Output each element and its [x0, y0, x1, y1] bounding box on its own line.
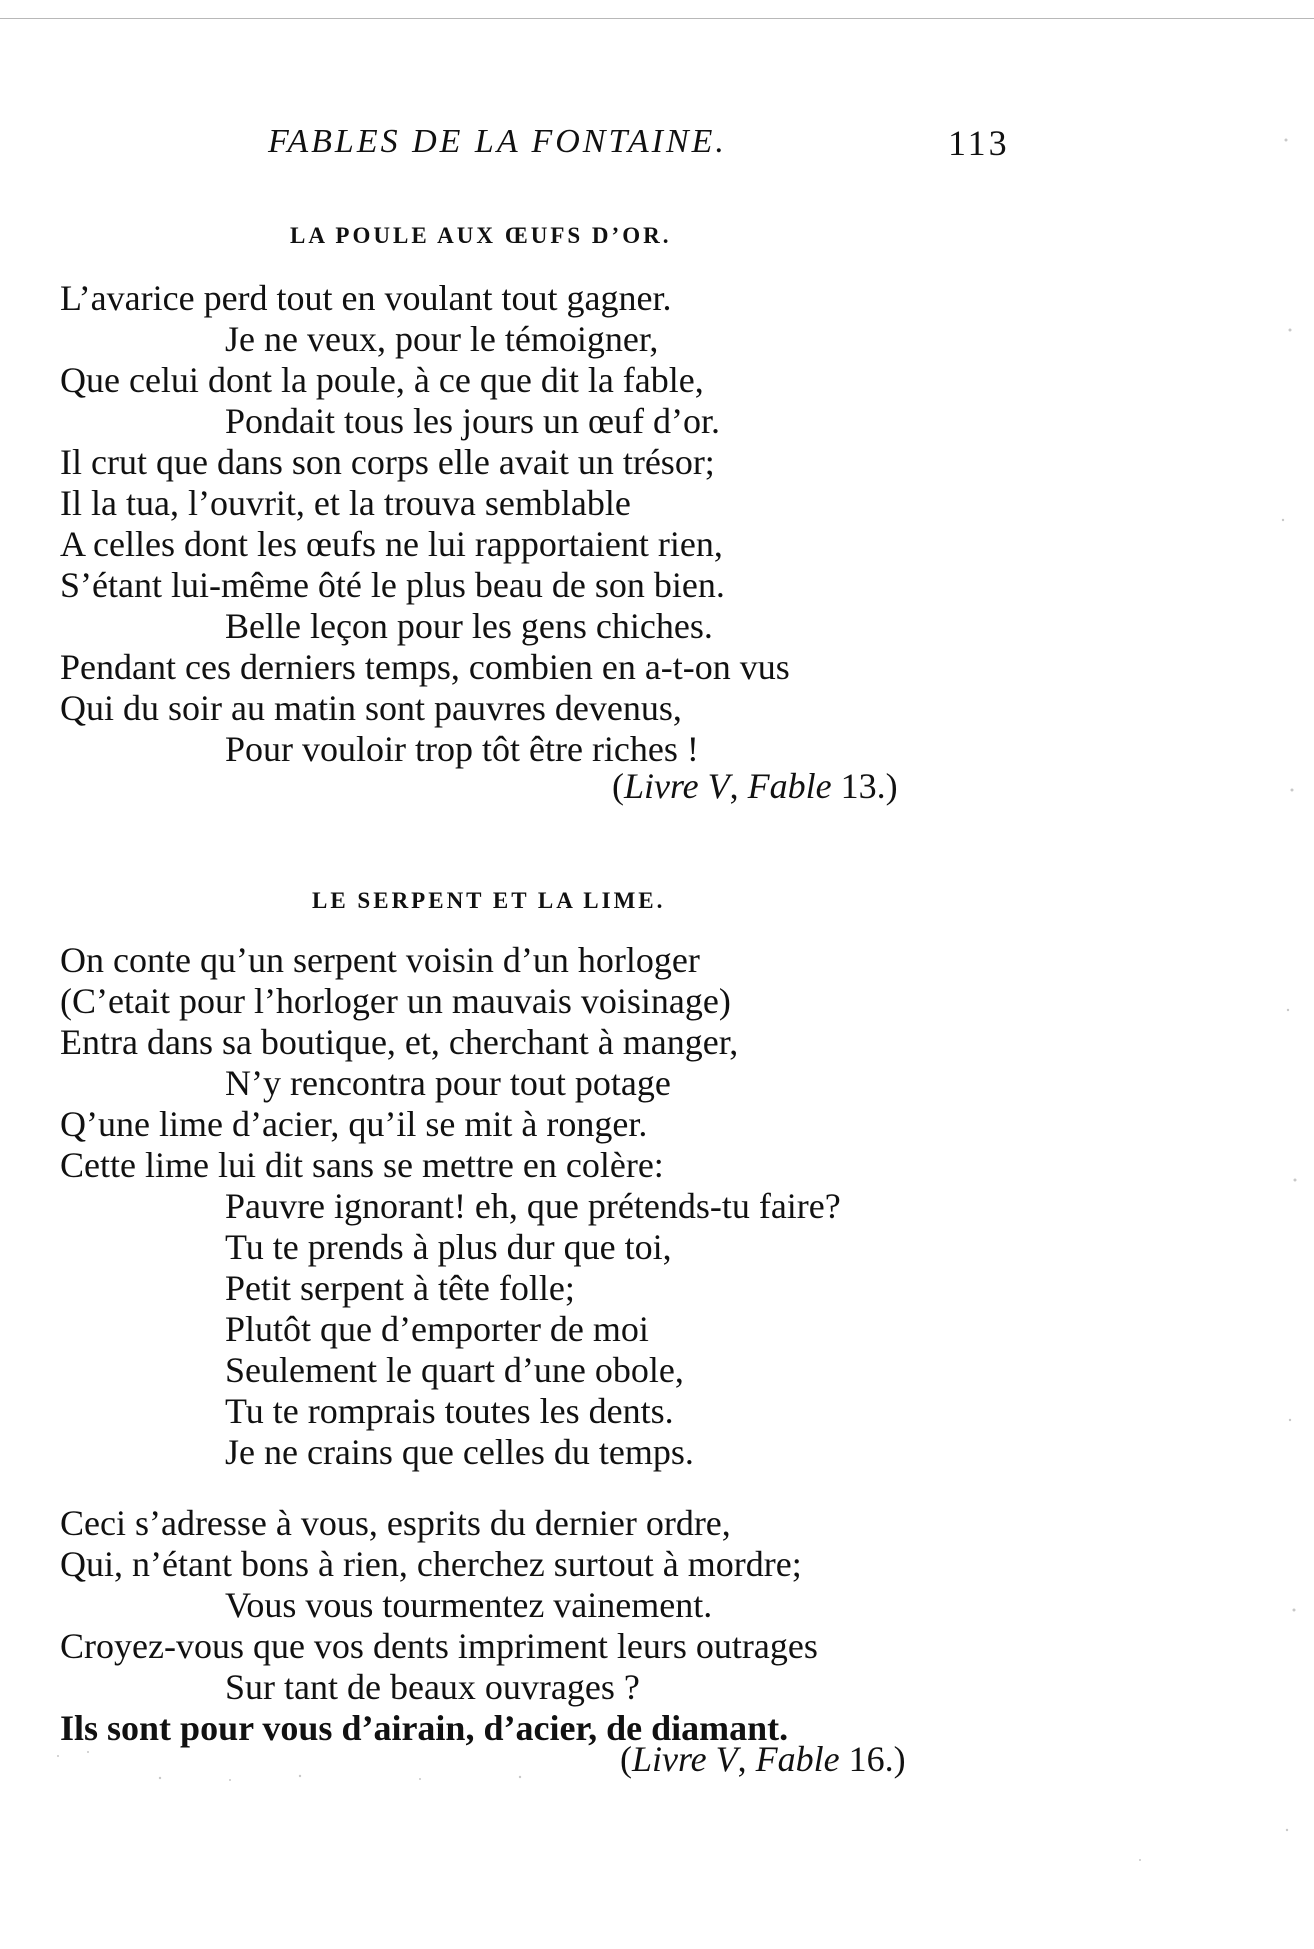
verse-line: Vous vous tourmentez vainement.: [225, 1585, 713, 1625]
citation-separator: ,: [729, 766, 748, 806]
page-number: 113: [948, 123, 1010, 163]
verse-line: Je ne crains que celles du temps.: [225, 1432, 694, 1472]
verse-line: Que celui dont la poule, à ce que dit la fable,: [60, 360, 704, 400]
verse-line: Pendant ces derniers temps, combien en a-t-on vus: [60, 647, 790, 687]
verse-line: Belle leçon pour les gens chiches.: [225, 606, 713, 646]
verse-line: Q’une lime d’acier, qu’il se mit à ronger.: [60, 1104, 648, 1144]
fable-verse: [60, 278, 790, 770]
citation-fable: Fable: [755, 1739, 840, 1779]
citation-livre: Livre V: [624, 766, 730, 806]
citation-fable: Fable: [747, 766, 832, 806]
verse-line: Pauvre ignorant! eh, que prétends-tu faire?: [225, 1186, 841, 1226]
fable-title: LA POULE AUX ŒUFS D’OR.: [290, 223, 672, 248]
verse-line: A celles dont les œufs ne lui rapportaient rien,: [60, 524, 723, 564]
verse-line: Qui du soir au matin sont pauvres devenus,: [60, 688, 682, 728]
verse-line: Qui, n’étant bons à rien, cherchez surtout à mordre;: [60, 1544, 802, 1584]
verse-line: Ils sont pour vous d’airain, d’acier, de diamant.: [60, 1708, 789, 1748]
verse-line: Il crut que dans son corps elle avait un trésor;: [60, 442, 715, 482]
verse-line: Pour vouloir trop tôt être riches !: [225, 729, 699, 769]
verse-line: Sur tant de beaux ouvrages ?: [225, 1667, 640, 1707]
fable-moral: [60, 1503, 818, 1749]
fable-verse: [60, 940, 841, 1473]
fable-citation: [620, 1738, 906, 1780]
fable-title: LE SERPENT ET LA LIME.: [312, 888, 666, 913]
verse-line: S’étant lui-même ôté le plus beau de son bien.: [60, 565, 725, 605]
verse-line: L’avarice perd tout en voulant tout gagner.: [60, 278, 672, 318]
verse-line: Croyez-vous que vos dents impriment leurs outrages: [60, 1626, 818, 1666]
running-head: FABLES DE LA FONTAINE.: [268, 123, 727, 160]
fable-citation: [612, 765, 898, 807]
verse-line: (C’etait pour l’horloger un mauvais voisinage): [60, 981, 731, 1021]
verse-line: Cette lime lui dit sans se mettre en colère:: [60, 1145, 664, 1185]
citation-separator: ,: [737, 1739, 756, 1779]
verse-line: Il la tua, l’ouvrit, et la trouva semblable: [60, 483, 631, 523]
citation-open: (: [620, 1739, 632, 1779]
top-rule: [0, 18, 1314, 19]
verse-line: Ceci s’adresse à vous, esprits du dernier ordre,: [60, 1503, 731, 1543]
citation-number: 13.): [831, 766, 898, 806]
verse-line: On conte qu’un serpent voisin d’un horloger: [60, 940, 700, 980]
verse-line: Plutôt que d’emporter de moi: [225, 1309, 649, 1349]
verse-line: Entra dans sa boutique, et, cherchant à manger,: [60, 1022, 739, 1062]
verse-line: Seulement le quart d’une obole,: [225, 1350, 684, 1390]
citation-open: (: [612, 766, 624, 806]
verse-line: Tu te prends à plus dur que toi,: [225, 1227, 672, 1267]
verse-line: Pondait tous les jours un œuf d’or.: [225, 401, 720, 441]
verse-line: Petit serpent à tête folle;: [225, 1268, 575, 1308]
citation-livre: Livre V: [632, 1739, 738, 1779]
verse-line: Je ne veux, pour le témoigner,: [225, 319, 659, 359]
citation-number: 16.): [839, 1739, 906, 1779]
verse-line: N’y rencontra pour tout potage: [225, 1063, 671, 1103]
verse-line: Tu te romprais toutes les dents.: [225, 1391, 674, 1431]
